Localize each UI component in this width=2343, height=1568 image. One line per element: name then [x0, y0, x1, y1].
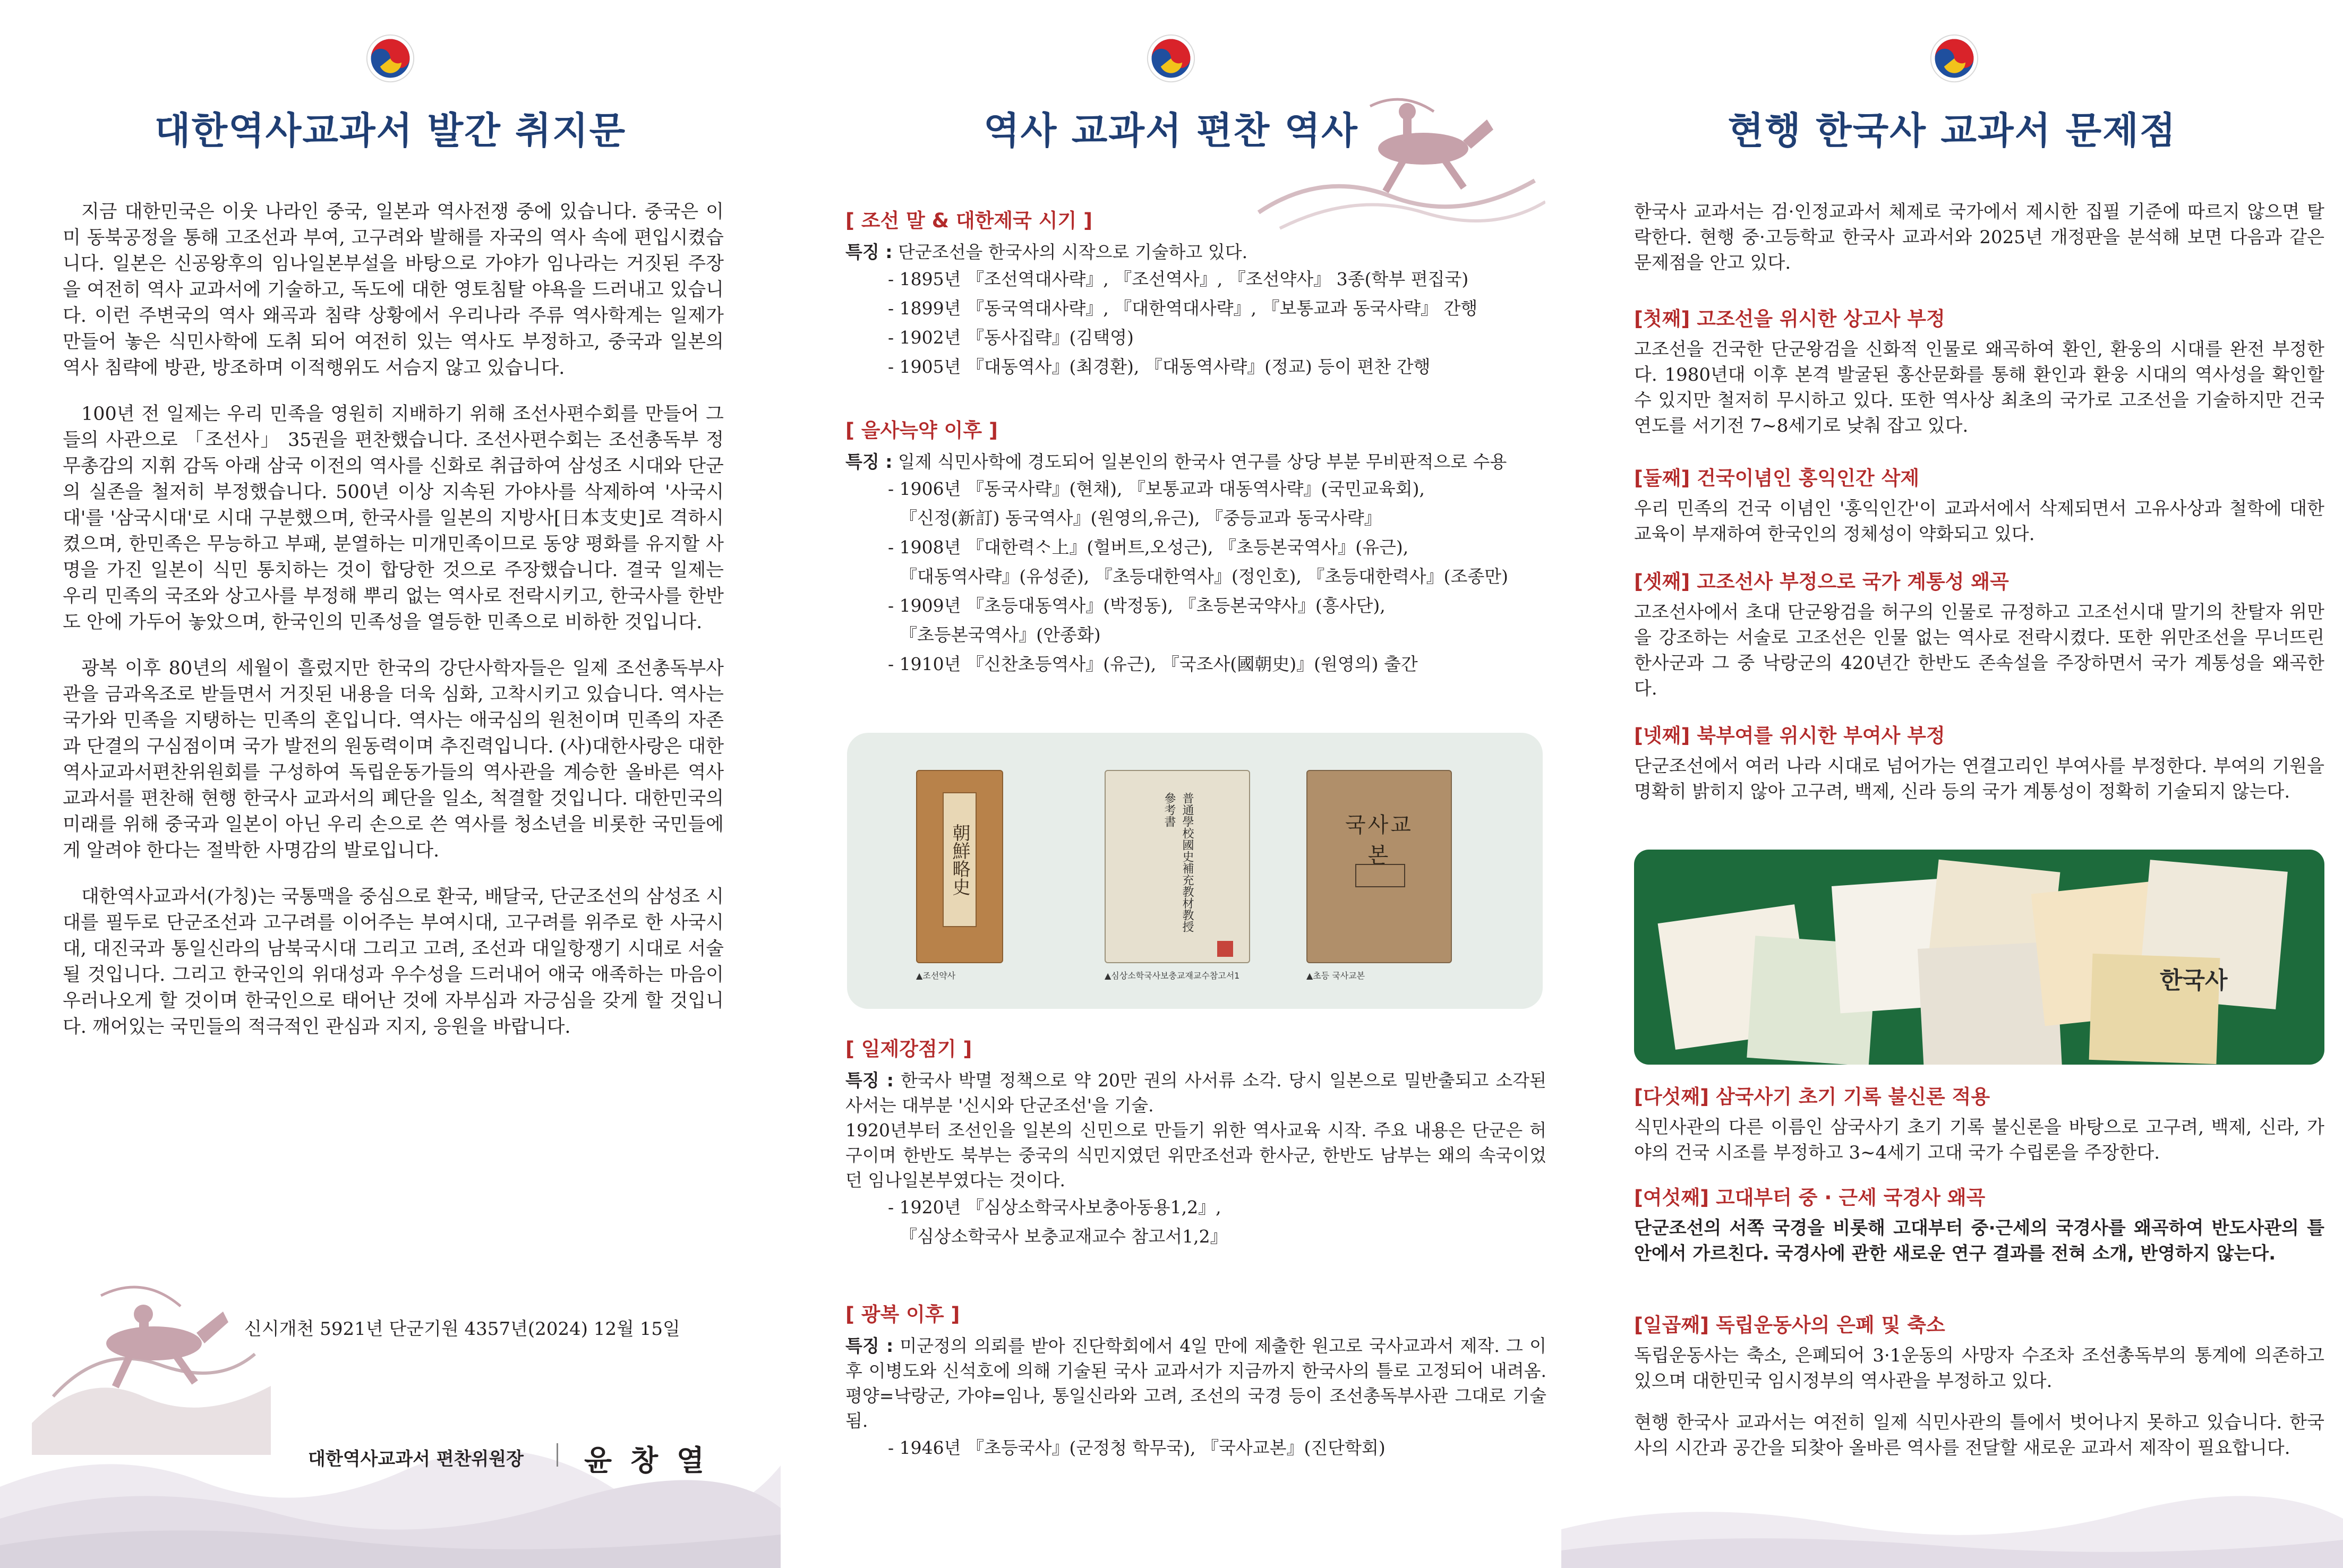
list-item: 『심상소학국사 보충교재교수 참고서1,2』 [900, 1226, 1228, 1247]
list-item: - 1909년 『초등대동역사』(박정동), 『초등본국약사』(흥사단), [888, 595, 1386, 616]
problem-text: 독립운동사는 축소, 은폐되어 3·1운동의 사망자 수조차 조선총독부의 통계에 의존하고 있으며 대한민국 임시정부의 역사관을 부정하고 있다. [1634, 1345, 2324, 1392]
textbook-title: 한국사 [2160, 967, 2228, 994]
textbook-photo-panel [847, 733, 1543, 1009]
problem-text: 식민사관의 다른 이름인 삼국사기 초기 기록 불신론을 바탕으로 고구려, 백제, 신라, 가야의 건국 시조를 부정하고 3~4세기 고대 국가 수립론을 주장한다. [1634, 1117, 2324, 1163]
book-list [845, 474, 1546, 679]
signer-role: 대한역사교과서 편찬위원장 [308, 1449, 524, 1470]
list-item: - 1906년 『동국사략』(현채), 『보통교과 대동역사략』(국민교육회), [888, 478, 1425, 499]
paragraph: 100년 전 일제는 우리 민족을 영원히 지배하기 위해 조선사편수회를 만들어 그들의 사관으로 「조선사」 35권을 편찬했습니다. 조선사편수회는 조선총독부 정무총감의 지휘 감독 아래 삼국 이전의 역사를 신화로 취급하여 삼성조 시대와 단군의 실존을 철저히 부정했습니다. 500년 이상 지속된 가야사를 삭제하여 '사국시대'를 '삼국시대'로 시대 구분했으며, 한국사를 일본의 지방사[日本支史]로 격하시켰으며, 한민족은 무능하고 부패, 분열하는 미개민족이므로 동양 평화를 유지할 사명을 가진 일본이 식민 통치하는 것이 합당한 것으로 주장했습니다. 결국 일제는 우리 민족의 국조와 상고사를 부정해 뿌리 없는 역사로 전락시키고, 한국사를 한반도 안에 가두어 놓았으며, 한국인의 민족성을 열등한 민족으로 비하한 것입니다. [63, 404, 724, 633]
book-title: 국사교본 [1345, 813, 1413, 868]
problem-text: 고조선을 건국한 단군왕검을 신화적 인물로 왜곡하여 환인, 환웅의 시대를 완전 부정한다. 1980년대 이후 본격 발굴된 홍산문화를 통해 환인과 환웅 시대의 역사성을 확인할 수 있지만 철저히 무시하고 있다. 또한 역사상 최초의 국가로 고조선을 기술하지만 건국 연도를 서기전 7~8세기로 낮춰 잡고 있다. [1634, 339, 2324, 436]
label-box [1355, 864, 1405, 887]
taegeuk-emblem-icon [1929, 33, 1980, 84]
page-title: 현행 한국사 교과서 문제점 [1728, 109, 2177, 152]
book-list [845, 1433, 1546, 1462]
problem-item [1634, 303, 2324, 439]
mountain-decoration-icon [1561, 1481, 2343, 1568]
textbook-collage-photo [1634, 850, 2324, 1065]
section-heading: [ 조선 말 & 대한제국 시기 ] [845, 209, 1093, 232]
intro-text: 한국사 교과서는 검·인정교과서 체제로 국가에서 제시한 집필 기준에 따르지 않으면 탈락한다. 현행 중·고등학교 한국사 교과서와 2025년 개정판을 분석해 보면 다음과 같은 문제점을 안고 있다. [1634, 201, 2324, 273]
problem-text: 단군조선의 서쪽 국경을 비롯해 고대부터 중·근세의 국경사를 왜곡하여 반도사관의 틀 안에서 가르친다. 국경사에 관한 새로운 연구 결과를 전혀 소개, 반영하지 않는다. [1634, 1218, 2324, 1264]
list-item: 『신정(新訂) 동국역사』(원영의,유근), 『중등교과 동국사략』 [900, 508, 1382, 528]
section-occupation [845, 1033, 1546, 1251]
section-joseon [845, 204, 1546, 381]
taegeuk-emblem-icon [365, 33, 416, 84]
section-feature: 특징 : 단군조선을 한국사의 시작으로 기술하고 있다. [845, 242, 1248, 262]
problem-heading: [첫째] 고조선을 위시한 상고사 부정 [1634, 307, 1945, 330]
list-item: - 1899년 『동국역대사략』, 『대한역대사략』, 『보통교과 동국사략』 간행 [888, 298, 1478, 319]
problem-item [1634, 1309, 2324, 1394]
column-history [781, 0, 1561, 1568]
book-image-guksa-gyobon [1306, 770, 1452, 963]
section-feature: 특징 : 미군정의 의뢰를 받아 진단학회에서 4일 만에 제출한 원고로 국사교과서 제작. 그 이후 이병도와 신석호에 의해 기술된 국사 교과서가 지금까지 한국사의 틀로 고정되어 내려옴. 평양=낙랑군, 가야=임나, 통일신라와 고려, 조선의 국경 등이 조선총독부사관 그대로 기술됨. [845, 1335, 1546, 1431]
problem-item [1634, 719, 2324, 804]
problem-heading: [셋째] 고조선사 부정으로 국가 계통성 왜곡 [1634, 570, 2009, 593]
closing [1634, 1410, 2324, 1461]
closing-text: 현행 한국사 교과서는 여전히 일제 식민사관의 틀에서 벗어나지 못하고 있습니다. 한국사의 시간과 공간을 되찾아 올바른 역사를 전달할 새로운 교과서 제작이 필요합니다. [1634, 1412, 2324, 1459]
divider [557, 1443, 558, 1467]
list-item: - 1895년 『조선역대사략』, 『조선역사』, 『조선약사』 3종(학부 편집국) [888, 269, 1469, 289]
section-feature: 특징 : 일제 식민사학에 경도되어 일본인의 한국사 연구를 상당 부분 무비판적으로 수용 [845, 451, 1507, 472]
intro [1634, 199, 2324, 276]
problem-heading: [여섯째] 고대부터 중 · 근세 국경사 왜곡 [1634, 1186, 1986, 1209]
purpose-body [63, 199, 724, 1060]
list-item: 『초등본국역사』(안종화) [900, 624, 1101, 645]
section-liberation [845, 1298, 1546, 1462]
list-item: 『대동역사략』(유성준), 『초등대한역사』(정인호), 『초등대한력사』(조종만) [900, 566, 1509, 587]
problem-text: 단군조선에서 여러 나라 시대로 넘어가는 연결고리인 부여사를 부정한다. 부여의 기원을 명확히 밝히지 않아 고구려, 백제, 신라 등의 국가 계통성이 정확히 기술되지 않는다. [1634, 756, 2324, 802]
section-feature: 특징 : 한국사 박멸 정책으로 약 20만 권의 사서류 소각. 당시 일본으로 밀반출되고 소각된 사서는 대부분 '신시와 단군조선'을 기술. [845, 1070, 1546, 1116]
list-item: - 1905년 『대동역사』(최경환), 『대동역사략』(정교) 등이 편찬 간행 [888, 356, 1431, 377]
book-image-joseon-yaksa [916, 770, 1003, 963]
list-item: - 1908년 『대한력ᄉᆞ上』(헐버트,오성근), 『초등본국역사』(유근), [888, 537, 1409, 558]
paragraph: 대한역사교과서(가칭)는 국통맥을 중심으로 환국, 배달국, 단군조선의 삼성조 시대를 필두로 단군조선과 고구려를 이어주는 부여시대, 고구려를 위주로 한 사국시대, 대진국과 통일신라의 남북국시대 그리고 고려, 조선과 대일항쟁기 시대로 서술될 것입니다. 그리고 한국인의 위대성과 우수성을 드러내어 애국 애족하는 마음이 우러나오게 할 것이며 한국인으로 태어난 것에 자부심과 자긍심을 갖게 할 것입니다. 깨어있는 국민들의 적극적인 관심과 지지, 응원을 바랍니다. [63, 886, 724, 1038]
list-item: - 1946년 『초등국사』(군정청 학무국), 『국사교본』(진단학회) [888, 1437, 1386, 1458]
problem-text: 우리 민족의 건국 이념인 '홍익인간'이 교과서에서 삭제되면서 고유사상과 철학에 대한 교육이 부재하여 한국인의 정체성이 약화되고 있다. [1634, 498, 2324, 545]
book-image-simsang [1105, 770, 1250, 963]
taegeuk-emblem-icon [1145, 33, 1196, 84]
page-title: 대한역사교과서 발간 취지문 [154, 109, 627, 152]
problem-heading: [넷째] 북부여를 위시한 부여사 부정 [1634, 724, 1945, 747]
problem-text: 고조선사에서 초대 단군왕검을 허구의 인물로 규정하고 고조선시대 말기의 찬탈자 위만을 강조하는 서술로 고조선은 인물 없는 역사로 전락시켰다. 또한 위만조선을 무너뜨린 한사군과 그 중 낙랑군의 420년간 한반도 존속설을 주장하면서 국가 계통성을 왜곡한다. [1634, 602, 2324, 699]
list-item: - 1910년 『신찬초등역사』(유근), 『국조사(國朝史)』(원영의) 출간 [888, 654, 1418, 674]
section-heading: [ 일제강점기 ] [845, 1038, 972, 1060]
page-title: 역사 교과서 편찬 역사 [984, 109, 1358, 152]
issue-date: 신시개천 5921년 단군기원 4357년(2024) 12월 15일 [244, 1318, 680, 1340]
book-title: 朝鮮略史 [943, 792, 977, 927]
problem-item [1634, 462, 2324, 547]
signer-name: 윤 창 열 [584, 1443, 709, 1477]
photo-caption: ▲초등 국사교본 [1306, 971, 1365, 981]
problem-heading: [다섯째] 삼국사기 초기 기록 불신론 적용 [1634, 1085, 1990, 1108]
problem-item [1634, 1081, 2324, 1166]
paragraph: 광복 이후 80년의 세월이 흘렀지만 한국의 강단사학자들은 일제 조선총독부사관을 금과옥조로 받들면서 거짓된 내용을 더욱 심화, 고착시키고 있습니다. 역사는 국가와 민족을 지탱하는 민족의 혼입니다. 역사는 애국심의 원천이며 민족의 자존과 단결의 구심점이며 국가 발전의 원동력이며 추진력입니다. (사)대한사랑은 대한역사교과서편찬위원회를 구성하여 독립운동가들의 역사관을 계승한 올바른 역사 교과서를 편찬해 현행 한국사 교과서의 폐단을 일소, 척결할 것입니다. 대한민국의 미래를 위해 중국과 일본이 아닌 우리 손으로 쓴 역사를 청소년을 비롯한 국민들에게 알려야 한다는 절박한 사명감의 발로입니다. [63, 658, 724, 861]
stamp-icon [1217, 941, 1233, 957]
paragraph: 지금 대한민국은 이웃 나라인 중국, 일본과 역사전쟁 중에 있습니다. 중국은 이미 동북공정을 통해 고조선과 부여, 고구려와 발해를 자국의 역사 속에 편입시켰습니다. 일본은 신공왕후의 임나일본부설을 바탕으로 가야가 임나라는 거짓된 주장을 여전히 역사 교과서에 기술하고, 독도에 대한 영토침탈 야욕을 드러내고 있습니다. 이런 주변국의 역사 왜곡과 침략 상황에서 우리나라 주류 역사학계는 일제가 만들어 놓은 식민사학에 도취 되어 여전히 있는 역사도 부정하고, 중국과 일본의 역사 침략에 방관, 방조하며 이적행위도 서슴지 않고 있습니다. [63, 201, 724, 379]
problem-item [1634, 565, 2324, 701]
section-extra: 1920년부터 조선인을 일본의 신민으로 만들기 위한 역사교육 시작. 주요 내용은 단군은 허구이며 한반도 북부는 중국의 식민지였던 위만조선과 한사군, 한반도 남부는 왜의 속국이었던 임나일본부였다는 것이다. [845, 1120, 1546, 1190]
column-problems [1561, 0, 2343, 1568]
book-title: 普通學校國史補充教材教授參考書 [1162, 792, 1194, 932]
photo-caption: ▲심상소학국사보충교재교수참고서1 [1105, 971, 1240, 981]
column-purpose [0, 0, 781, 1568]
problem-item [1634, 1181, 2324, 1266]
book-list [845, 1193, 1546, 1251]
problem-heading: [일곱째] 독립운동사의 은폐 및 축소 [1634, 1314, 1945, 1336]
section-heading: [ 광복 이후 ] [845, 1303, 960, 1326]
section-heading: [ 을사늑약 이후 ] [845, 419, 998, 442]
book-list [845, 264, 1546, 381]
list-item: - 1902년 『동사집략』(김택영) [888, 327, 1134, 348]
list-item: - 1920년 『심상소학국사보충아동용1,2』, [888, 1197, 1221, 1218]
problem-heading: [둘째] 건국이념인 홍익인간 삭제 [1634, 467, 1920, 490]
photo-caption: ▲조선약사 [916, 971, 956, 981]
section-eulsa [845, 414, 1546, 679]
